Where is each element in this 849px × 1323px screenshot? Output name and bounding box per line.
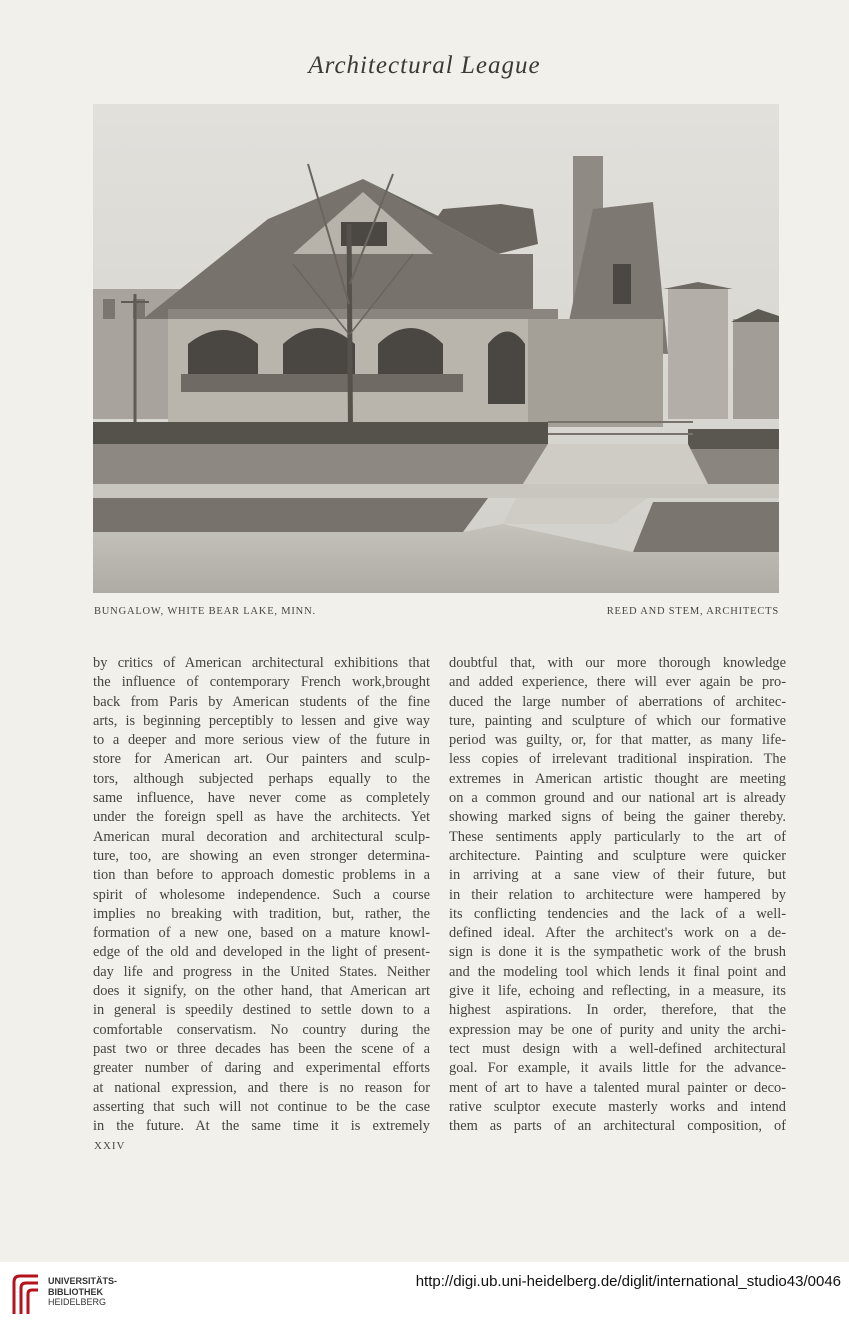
text-line: tect must design with a well-defined architectural <box>449 1040 786 1057</box>
text-line: extremes in American artistic thought are meeting <box>449 770 786 787</box>
text-line: past two or three decades has been the scene of a <box>93 1040 430 1057</box>
text-line: on a common ground and our national art is already <box>449 790 786 807</box>
library-logo-icon <box>8 1272 44 1316</box>
body-text-left-column <box>93 654 430 1136</box>
text-line: under the foreign spell as have the architects. Yet <box>93 809 430 826</box>
text-line: in general is speedily destined to settle down to a <box>93 1002 430 1019</box>
page-number: XXIV <box>94 1140 126 1152</box>
text-line: store for American art. Our painters and sculp- <box>93 751 430 768</box>
text-line: American mural decoration and architectural sculp- <box>93 828 430 845</box>
text-line: at national expression, and there is no reason for <box>93 1079 430 1096</box>
text-line: back from Paris by American students of the fine <box>93 693 430 710</box>
library-name-line: BIBLIOTHEK <box>48 1286 103 1297</box>
text-line: goal. For example, it avails little for the advance- <box>449 1060 786 1077</box>
text-line: rative sculptor execute masterly works and intend <box>449 1098 786 1115</box>
text-line: greater number of daring and experimental efforts <box>93 1060 430 1077</box>
library-name-line: UNIVERSITÄTS- <box>48 1276 118 1286</box>
text-line: give it life, echoing and reflecting, in a measure, its <box>449 983 786 1000</box>
text-line: in their relation to architecture were hampered by <box>449 886 786 903</box>
text-line: arts, is beginning perceptibly to lessen and give way <box>93 712 430 729</box>
text-line: ture, painting and sculpture of which our formative <box>449 712 786 729</box>
text-line: them as parts of an architectural composition, of <box>449 1118 786 1135</box>
text-line: ment of art to have a talented mural painter or deco- <box>449 1079 786 1096</box>
permalink-url[interactable]: http://digi.ub.uni-heidelberg.de/diglit/international_studio43/0046 <box>415 1273 841 1290</box>
text-line: and added experience, there will ever again be pro- <box>449 674 786 691</box>
library-name-line: HEIDELBERG <box>48 1297 107 1307</box>
text-line: highest aspirations. In order, therefore, that the <box>449 1002 786 1019</box>
text-line: These sentiments apply particularly to the art of <box>449 828 786 845</box>
text-line: does it signify, on the other hand, that American art <box>93 983 430 1000</box>
text-line: same influence, have never come as completely <box>93 790 430 807</box>
text-line: period was guilty, or, for that matter, as many life- <box>449 732 786 749</box>
text-line: less copies of irrelevant traditional inspiration. The <box>449 751 786 768</box>
text-line: duced the large number of aberrations of architec- <box>449 693 786 710</box>
text-line: to a deeper and more serious view of the future in <box>93 732 430 749</box>
text-line: architecture. Painting and sculpture were quicker <box>449 847 786 864</box>
text-line: expression may be one of purity and unity the archi- <box>449 1021 786 1038</box>
text-line: by critics of American architectural exhibitions that <box>93 655 430 671</box>
library-footer <box>0 1262 849 1323</box>
text-line: in arriving at a sane view of their future, but <box>449 867 786 884</box>
text-line: day life and progress in the United States. Neither <box>93 963 430 980</box>
text-line: in the future. At the same time it is extremely <box>93 1118 430 1135</box>
text-line: comfortable conservatism. No country during the <box>93 1021 430 1038</box>
text-line: and the modeling tool which lends it final point and <box>449 963 786 980</box>
text-line: spirit of wholesome independence. Such a course <box>93 886 430 903</box>
text-line: doubtful that, with our more thorough knowledge <box>449 655 786 671</box>
figure-caption-subject: BUNGALOW, WHITE BEAR LAKE, MINN. <box>94 606 316 617</box>
text-line: the influence of contemporary French work,brought <box>93 674 430 691</box>
bungalow-photograph <box>93 104 779 593</box>
text-line: sign is done it is the sympathetic work of the brush <box>449 944 786 961</box>
text-line: formation of a new one, based on a mature knowl- <box>93 925 430 942</box>
text-line: edge of the old and developed in the light of present- <box>93 944 430 961</box>
figure-caption-architects: REED AND STEM, ARCHITECTS <box>606 606 779 617</box>
text-line: asserting that such will not continue to be the case <box>93 1098 430 1115</box>
library-name <box>48 1276 117 1308</box>
text-line: implies no breaking with tradition, but, rather, the <box>93 905 430 922</box>
text-line: tors, although subjected perhaps equally to the <box>93 770 430 787</box>
text-line: ture, too, are showing an even stronger determina- <box>93 847 430 864</box>
text-line: its conflicting tendencies and the lack of a well- <box>449 905 786 922</box>
text-line: defined ideal. After the architect's work on a de- <box>449 925 786 942</box>
text-line: tion than before to approach domestic problems in a <box>93 867 430 884</box>
body-text-right-column <box>449 654 786 1136</box>
running-title: Architectural League <box>308 52 541 79</box>
text-line: showing marked signs of being the gainer thereby. <box>449 809 786 826</box>
